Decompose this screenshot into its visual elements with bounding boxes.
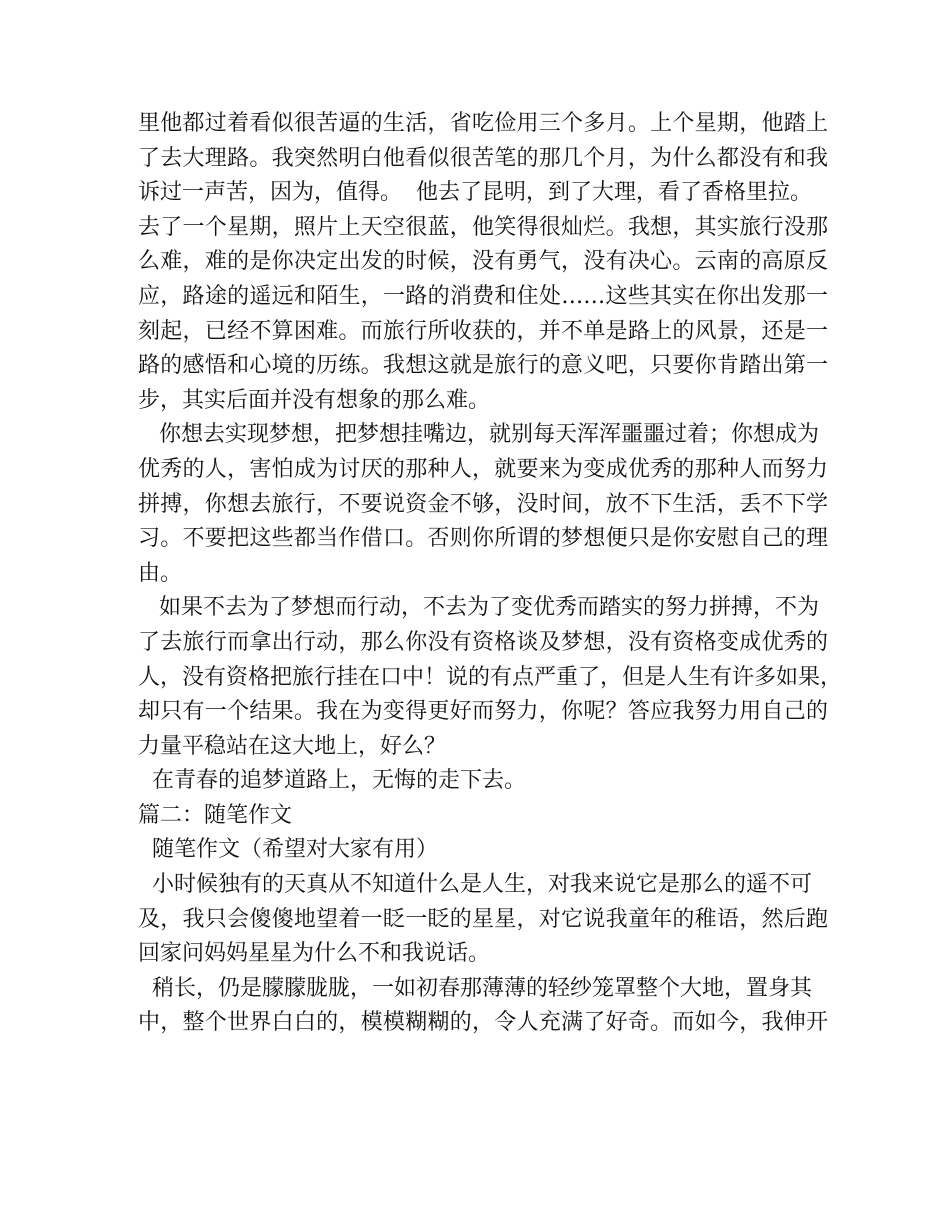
text-line: 由。 (138, 560, 183, 586)
text-line: 优秀的人，害怕成为讨厌的那种人，就要来为变成优秀的那种人而努力 (138, 456, 828, 482)
text-line: 回家问妈妈星星为什么不和我说话。 (138, 941, 491, 967)
text-line: 里他都过着看似很苦逼的生活，省吃俭用三个多月。上个星期，他踏上 (138, 111, 828, 136)
text-line: 力量平稳站在这大地上，好么？ (138, 733, 447, 759)
section-heading: 篇二：随笔作文 (138, 802, 293, 828)
article-title: 随笔作文（希望对大家有用） (138, 837, 438, 863)
text-line: 及，我只会傻傻地望着一眨一眨的星星，对它说我童年的稚语，然后跑 (138, 906, 828, 932)
text-line: 在青春的追梦道路上，无悔的走下去。 (138, 768, 526, 794)
text-line: 刻起，已经不算困难。而旅行所收获的，并不单是路上的风景，还是一 (138, 318, 828, 344)
text-line: 了去大理路。我突然明白他看似很苦笔的那几个月，为什么都没有和我 (138, 145, 828, 171)
text-line: 稍长，仍是朦朦胧胧，一如初春那薄薄的轻纱笼罩整个大地，置身其 (138, 975, 812, 1001)
text-line: 小时候独有的天真从不知道什么是人生，对我来说它是那么的遥不可 (138, 872, 812, 898)
text-line: 步，其实后面并没有想象的那么难。 (138, 387, 491, 413)
text-line: 了去旅行而拿出行动，那么你没有资格谈及梦想，没有资格变成优秀的 (138, 629, 828, 655)
text-line: 如果不去为了梦想而行动，不去为了变优秀而踏实的努力拼搏，不为 (138, 595, 819, 621)
text-line: 习。不要把这些都当作借口。否则你所谓的梦想便只是你安慰自己的理 (138, 526, 828, 552)
text-line: 人，没有资格把旅行挂在口中！说的有点严重了，但是人生有许多如果， (138, 664, 843, 690)
text-line: 你想去实现梦想，把梦想挂嘴边，就别每天浑浑噩噩过着；你想成为 (138, 422, 819, 448)
text-line: 去了一个星期，照片上天空很蓝，他笑得很灿烂。我想，其实旅行没那 (138, 214, 828, 240)
text-line: 诉过一声苦，因为，值得。 他去了昆明，到了大理，看了香格里拉。 (138, 180, 812, 206)
text-line: 却只有一个结果。我在为变得更好而努力，你呢？答应我努力用自己的 (138, 699, 828, 725)
text-line: 么难，难的是你决定出发的时候，没有勇气，没有决心。云南的高原反 (138, 249, 828, 275)
body-text (138, 107, 843, 1041)
text-line: 中，整个世界白白的，模模糊糊的，令人充满了好奇。而如今，我伸开 (138, 1010, 828, 1036)
text-line: 路的感悟和心境的历练。我想这就是旅行的意义吧，只要你肯踏出第一 (138, 353, 828, 379)
text-line: 拼搏，你想去旅行，不要说资金不够，没时间，放不下生活，丢不下学 (138, 491, 828, 517)
text-line: 应，路途的遥远和陌生，一路的消费和住处……这些其实在你出发那一 (138, 283, 828, 309)
